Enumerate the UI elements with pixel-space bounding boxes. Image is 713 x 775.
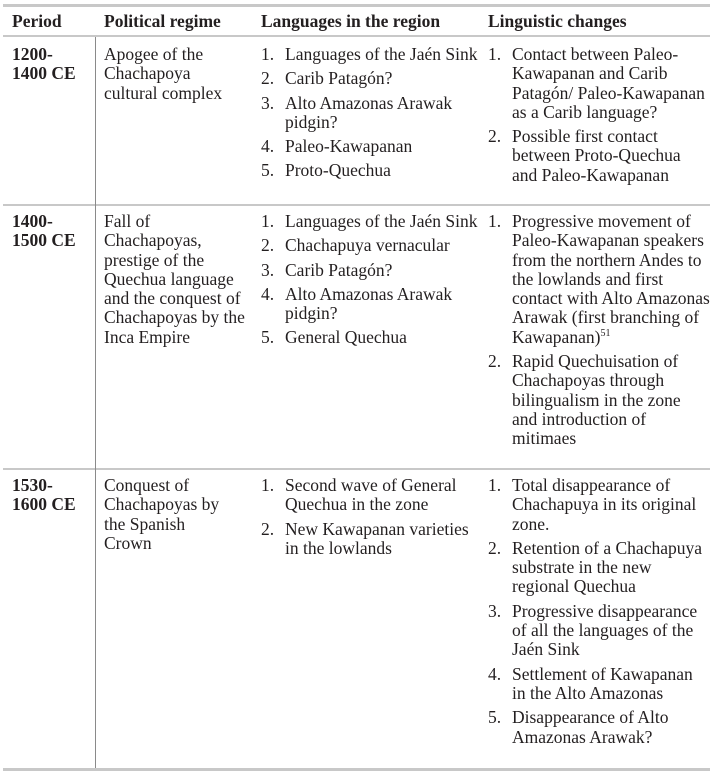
footnote-reference[interactable]: 51 [600,327,611,339]
row-1-regime: Apogee of the Chachapoya cultural complex [104,44,223,103]
period-end: 1400 CE [12,63,76,84]
period-start: 1530- [12,475,53,495]
period-end: 1600 CE [12,494,76,515]
list-item: 2. Possible first contact between Proto-Quechua and Paleo-Kawapanan [488,126,681,185]
list-item: 1. Contact between Paleo-Kawapanan and Carib Patagón/ Paleo-Kawapanan as a Carib language? [488,44,705,122]
list-item: 4. Settlement of Kawapanan in the Alto Amazonas [488,663,693,703]
row-3-languages [261,476,483,563]
header-linguistic-changes: Linguistic changes [488,11,627,31]
period-column-divider [95,37,96,768]
row-1-languages [261,45,483,186]
row-rule-1 [3,204,710,206]
period-start: 1200- [12,44,53,64]
row-rule-2 [3,468,710,470]
header-political-regime: Political regime [104,11,221,31]
list-item: 1. Second wave of General Quechua in the zone [261,475,457,515]
list-item: 4. Alto Amazonas Arawak pidgin? [261,283,453,324]
list-item: 5. Disappearance of Alto Amazonas Arawak? [488,707,669,747]
top-rule [3,4,710,7]
list-item: 3. Progressive disappearance of all the languages of the Jaén Sink [488,600,698,660]
list-item: 3. Alto Amazonas Arawak pidgin? [261,92,453,132]
period-end: 1500 CE [12,230,76,251]
row-2-changes [488,212,710,454]
row-1-changes [488,45,710,190]
list-item: 1. Languages of the Jaén Sink [261,44,478,64]
row-1-period [12,45,92,84]
row-2-period [12,212,92,251]
row-3-period [12,476,92,515]
list-item: 1. Languages of the Jaén Sink [261,211,478,231]
list-item: 2. Carib Patagón? [261,68,393,89]
list-item: 1. Progressive movement of Paleo-Kawapanan speakers from the northern Andes to the lowlands and first contact with Alto Amazonas Arawak (first branching of Kawapanan)$^{51}$ [488,211,710,347]
list-item: 2. Retention of a Chachapuya substrate in the new regional Quechua [488,537,703,597]
period-start: 1400- [12,211,53,231]
header-rule [3,35,710,37]
row-2-regime: Fall of Chachapoyas, prestige of the Quechua language and the conquest of Chachapoyas by the Inca Empire [104,211,245,347]
list-item: 2. Rapid Quechuisation of Chachapoyas through bilingualism in the zone and introduction of mitimaes [488,351,681,449]
list-item: 1. Total disappearance of Chachapuya in its original zone. [488,475,697,534]
list-item: 5. General Quechua [261,327,407,348]
list-item: 2. Chachapuya vernacular [261,235,450,256]
list-item: 4. Paleo-Kawapanan [261,136,413,157]
header-languages: Languages in the region [261,11,441,31]
row-3-regime: Conquest of Chachapoyas by the Spanish Crown [104,475,220,553]
header-period: Period [12,11,62,31]
list-item: 5. Proto-Quechua [261,160,391,181]
list-item: 2. New Kawapanan varieties in the lowlands [261,518,469,558]
row-3-changes [488,476,710,752]
list-item: 3. Carib Patagón? [261,259,393,280]
row-2-languages [261,212,483,353]
bottom-rule [3,768,710,771]
